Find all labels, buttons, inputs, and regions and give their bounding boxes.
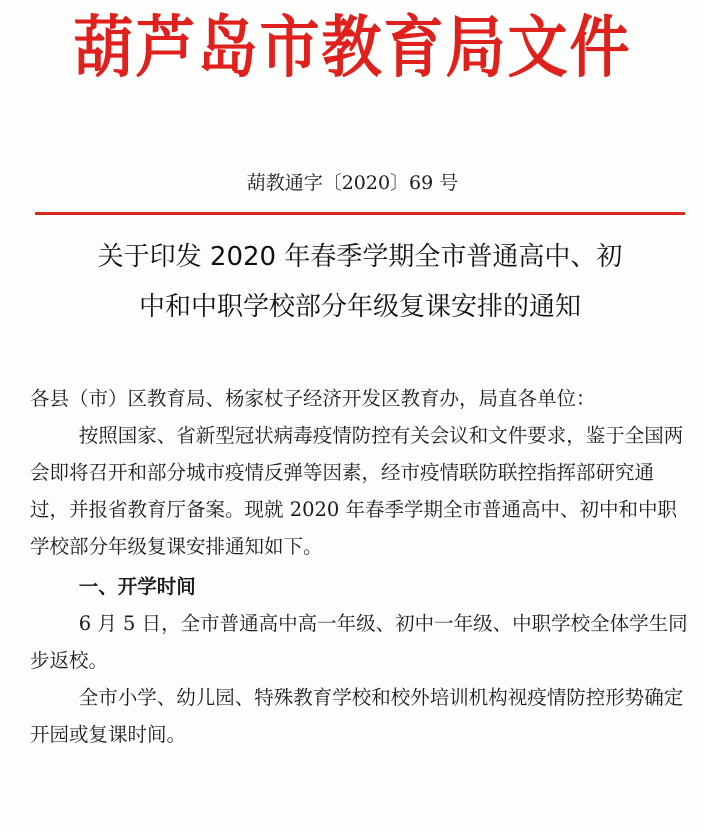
document-number: 葫教通字〔2020〕69 号	[246, 172, 459, 194]
document-body	[30, 380, 690, 753]
document-header-title: 葫芦岛市教育局文件	[73, 8, 632, 88]
notice-title-line-2: 中和中职学校部分年级复课安排的通知	[138, 292, 581, 322]
paragraph-intro: 按照国家、省新型冠状病毒疫情防控有关会议和文件要求，鉴于全国两会即将召开和部分城市疫情反弹等因素，经市疫情联防联控指挥部研究通过，并报省教育厅备案。现就 2020 年春季学期全市普通高中、初中和中职学校部分年级复课安排通知如下。	[30, 424, 684, 558]
notice-title	[30, 232, 690, 332]
notice-title-line-1: 关于印发 2020 年春季学期全市普通高中、初	[97, 242, 623, 272]
red-divider	[35, 212, 685, 215]
salutation: 各县（市）区教育局、杨家杖子经济开发区教育办，局直各单位：	[30, 387, 596, 410]
section-heading-start-time: 一、开学时间	[78, 575, 196, 598]
paragraph-other-schools: 全市小学、幼儿园、特殊教育学校和校外培训机构视疫情防控形势确定开园或复课时间。	[30, 686, 684, 746]
paragraph-return-date: 6 月 5 日，全市普通高中高一年级、初中一年级、中职学校全体学生同步返校。	[30, 612, 688, 672]
